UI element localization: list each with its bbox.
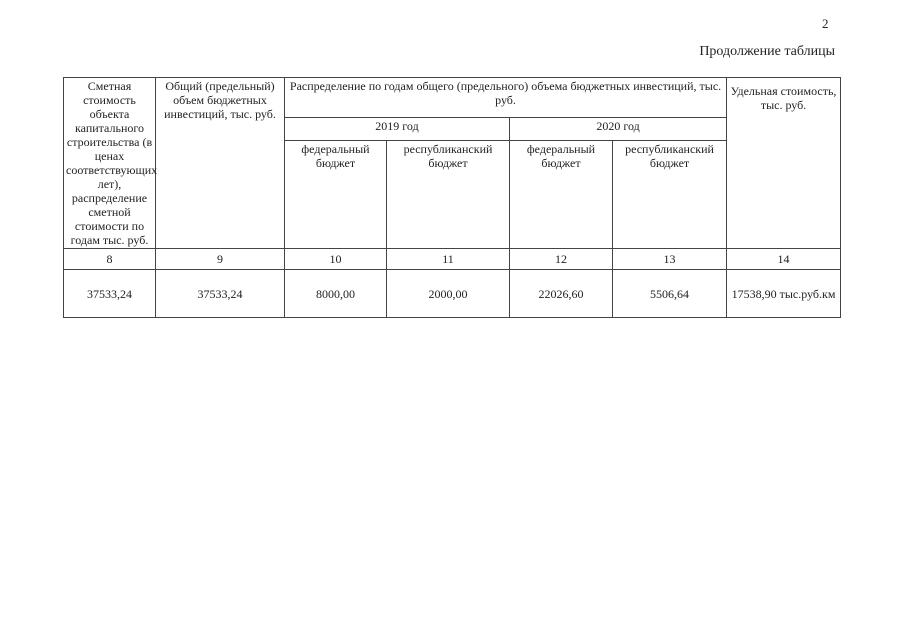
- column-number: 9: [156, 249, 285, 270]
- column-number: 8: [64, 249, 156, 270]
- cell-republic-2020: 5506,64: [613, 270, 727, 318]
- column-number: 14: [727, 249, 841, 270]
- header-unit-cost: Удельная стоимость, тыс. руб.: [727, 78, 841, 249]
- column-number: 10: [285, 249, 387, 270]
- table-row: [64, 270, 841, 318]
- cell-total-investment: 37533,24: [156, 270, 285, 318]
- header-year-2020: 2020 год: [510, 117, 727, 141]
- cell-estimated-cost: 37533,24: [64, 270, 156, 318]
- budget-table: [63, 77, 841, 318]
- cell-federal-2020: 22026,60: [510, 270, 613, 318]
- header-estimated-cost: Сметная стоимость объекта капитального строительства (в ценах соответствующих лет), распределение сметной стоимости по годам тыс. руб.: [64, 78, 156, 249]
- header-distribution: Распределение по годам общего (предельного) объема бюджетных инвестиций, тыс. руб.: [285, 78, 727, 118]
- header-total-investment: Общий (предельный) объем бюджетных инвестиций, тыс. руб.: [156, 78, 285, 249]
- header-year-2019: 2019 год: [285, 117, 510, 141]
- column-number-row: [64, 249, 841, 270]
- continuation-title: Продолжение таблицы: [699, 44, 835, 59]
- cell-unit-cost: 17538,90 тыс.руб.км: [727, 270, 841, 318]
- header-federal-2019: федеральный бюджет: [285, 141, 387, 249]
- header-republic-2020: республиканский бюджет: [613, 141, 727, 249]
- cell-federal-2019: 8000,00: [285, 270, 387, 318]
- column-number: 13: [613, 249, 727, 270]
- page-number: 2: [822, 16, 829, 31]
- column-number: 11: [387, 249, 510, 270]
- cell-republic-2019: 2000,00: [387, 270, 510, 318]
- column-number: 12: [510, 249, 613, 270]
- header-republic-2019: республиканский бюджет: [387, 141, 510, 249]
- header-federal-2020: федеральный бюджет: [510, 141, 613, 249]
